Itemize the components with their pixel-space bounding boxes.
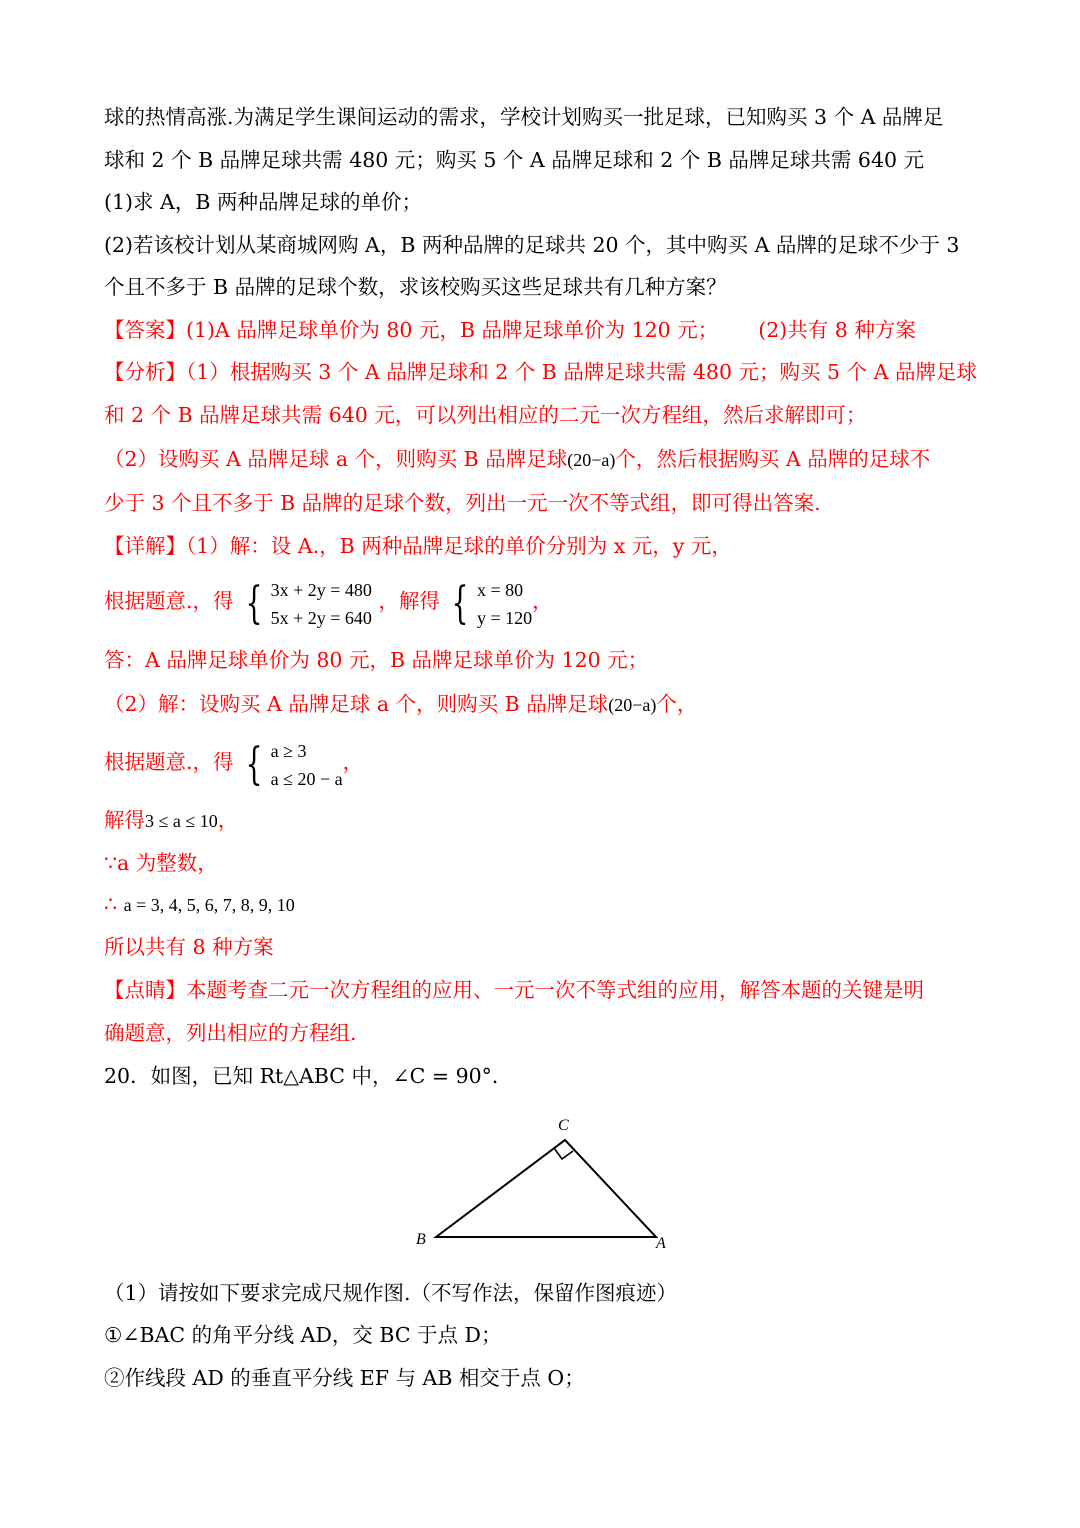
inequality-system	[240, 734, 343, 793]
triangle-abc	[436, 1140, 656, 1237]
system1-mid: ，解得	[378, 589, 440, 613]
detail-part2a: （2）解：设购买 A 品牌足球 a 个，则购买 B 品牌足球	[104, 692, 609, 716]
answer-part1: (1)A 品牌足球单价为 80 元，B 品牌足球单价为 120 元；	[186, 318, 719, 342]
analysis-line4: 少于 3 个且不多于 B 品牌的足球个数，列出一元一次不等式组，即可得出答案.	[104, 491, 821, 515]
comment-text1: 本题考查二元一次方程组的应用、一元一次不等式组的应用，解答本题的关键是明	[186, 978, 924, 1002]
problem19-question1: (1)求 A，B 两种品牌足球的单价；	[104, 190, 422, 214]
solution-x: x = 80	[477, 579, 524, 600]
comment-tag: 【点睛】	[104, 978, 186, 1002]
therefore-symbol: ∴	[104, 892, 118, 916]
comment-line2: 确题意，列出相应的方程组.	[104, 1021, 357, 1045]
detail-answer1: 答：A 品牌足球单价为 80 元，B 品牌足球单价为 120 元；	[104, 648, 649, 672]
system2-end: ，	[342, 750, 364, 774]
left-brace: {	[245, 738, 263, 790]
solve-prefix: 解得	[104, 808, 145, 832]
left-brace: {	[452, 577, 469, 629]
solution-y: y = 120	[477, 607, 533, 628]
detail-part2b: 个，	[656, 692, 698, 716]
system2-prefix: 根据题意.，得	[104, 750, 234, 774]
detail-system2	[104, 733, 984, 793]
analysis-text1: （1）根据购买 3 个 A 品牌足球和 2 个 B 品牌足球共需 480 元；购买 5 个 A 品牌足球	[186, 360, 977, 384]
vertex-label-a: A	[656, 1235, 666, 1252]
vertex-label-b: B	[416, 1231, 426, 1248]
analysis-expr: (20−a)	[567, 450, 616, 470]
answer-part2: (2)共有 8 种方案	[758, 318, 916, 342]
problem20-step1: ①∠BAC 的角平分线 AD，交 BC 于点 D；	[104, 1323, 502, 1347]
comment-line1	[104, 975, 984, 1005]
solve-end: ，	[217, 808, 239, 832]
detail-part2-expr: (20−a)	[608, 695, 657, 715]
system1-end: ，	[532, 589, 553, 613]
system1-prefix: 根据题意.，得	[104, 589, 234, 613]
detail-line1	[104, 531, 984, 561]
problem19-question2-line1: (2)若该校计划从某商城网购 A，B 两种品牌的足球共 20 个，其中购买 A 品牌的足球不少于 3	[104, 233, 960, 257]
analysis-line2: 和 2 个 B 品牌足球共需 640 元，可以列出相应的二元一次方程组，然后求解即可；	[104, 403, 867, 427]
detail-system1	[104, 572, 984, 632]
answer-line	[104, 315, 984, 345]
solve-expr: 3 ≤ a ≤ 10	[145, 811, 218, 831]
vertex-label-c: C	[558, 1117, 569, 1134]
problem19-line2: 球和 2 个 B 品牌足球共需 480 元；购买 5 个 A 品牌足球和 2 个 B 品牌足球共需 640 元	[104, 148, 925, 172]
problem20-question1: （1）请按如下要求完成尺规作图.（不写作法，保留作图痕迹）	[104, 1281, 678, 1305]
solution-system-1	[446, 573, 532, 632]
detail-because: ∵a 为整数，	[104, 851, 218, 875]
analysis-line3	[104, 444, 984, 475]
right-angle-mark	[554, 1148, 573, 1159]
equation-1: 3x + 2y = 480	[270, 579, 372, 600]
inequality-2: a ≤ 20 − a	[270, 768, 343, 789]
analysis-text3b: 个，然后根据购买 A 品牌的足球不	[615, 447, 931, 471]
triangle-figure	[400, 1110, 690, 1260]
detail-text1: （1）解：设 A.，B 两种品牌足球的单价分别为 x 元，y 元，	[186, 534, 732, 558]
answer-tag: 【答案】	[104, 318, 186, 342]
problem19-line1: 球的热情高涨.为满足学生课间运动的需求，学校计划购买一批足球，已知购买 3 个 A 品牌足	[104, 105, 944, 129]
analysis-text3a: （2）设购买 A 品牌足球 a 个，则购买 B 品牌足球	[104, 447, 568, 471]
analysis-tag: 【分析】	[104, 360, 186, 384]
therefore-expr: a = 3, 4, 5, 6, 7, 8, 9, 10	[123, 895, 295, 915]
detail-part2	[104, 689, 984, 720]
left-brace: {	[245, 577, 263, 629]
analysis-line1	[104, 357, 984, 387]
problem20-step2: ②作线段 AD 的垂直平分线 EF 与 AB 相交于点 O；	[104, 1366, 585, 1390]
detail-conclusion: 所以共有 8 种方案	[104, 935, 274, 959]
equation-system-1	[240, 573, 372, 632]
equation-2: 5x + 2y = 640	[270, 607, 372, 628]
inequality-1: a ≥ 3	[270, 740, 307, 761]
detail-tag: 【详解】	[104, 534, 186, 558]
problem19-question2-line2: 个且不多于 B 品牌的足球个数，求该校购买这些足球共有几种方案？	[104, 275, 727, 299]
detail-solve	[104, 805, 984, 836]
problem20-stem: 20．如图，已知 Rt△ABC 中，∠C = 90°．	[104, 1064, 513, 1088]
detail-therefore	[104, 889, 984, 920]
